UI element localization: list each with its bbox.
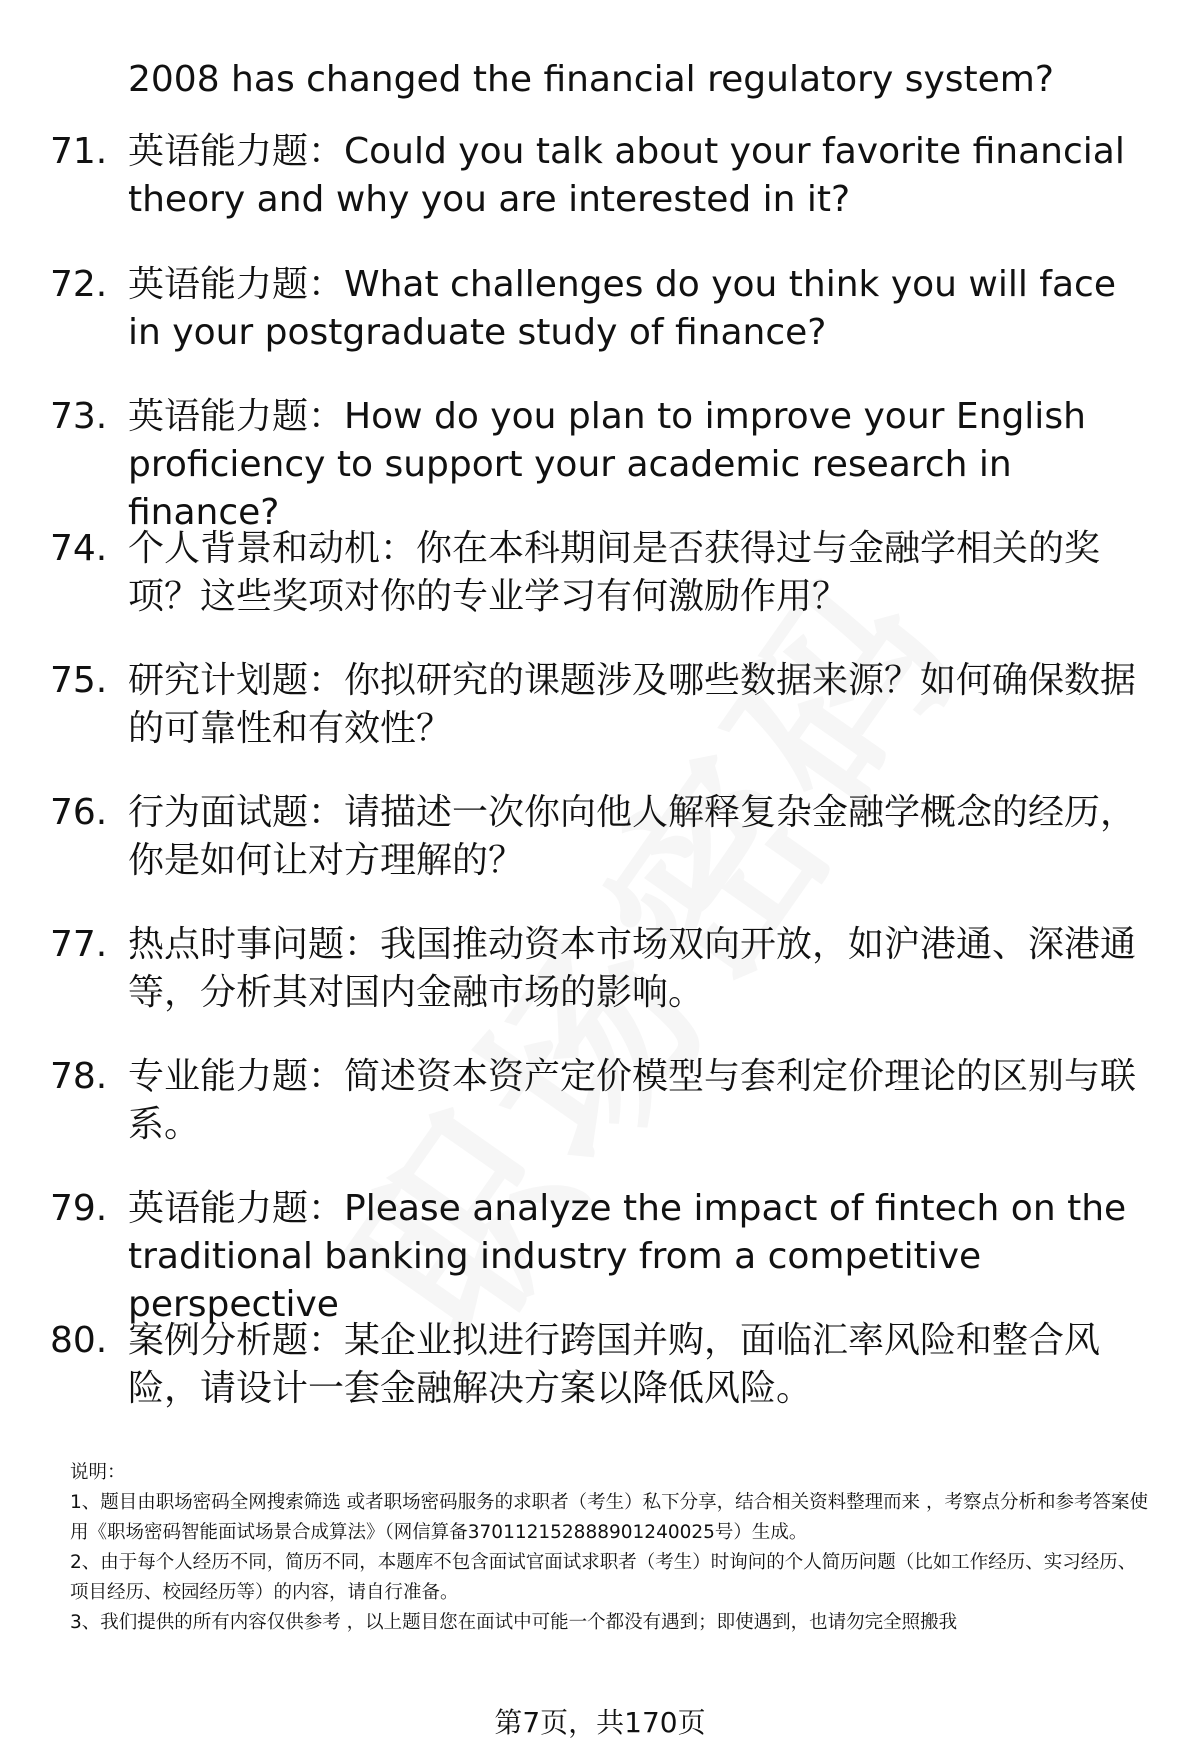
question-item	[50, 657, 1160, 753]
notes-heading: 说明：	[70, 1462, 126, 1483]
question-number: 79.	[50, 1188, 108, 1229]
question-item	[50, 128, 1160, 224]
question-number: 77.	[50, 924, 108, 965]
question-text: 英语能力题：How do you plan to improve your English proficiency to support your academic research in finance?	[128, 396, 1086, 533]
question-item	[50, 789, 1160, 885]
question-number: 75.	[50, 660, 108, 701]
question-item	[50, 393, 1160, 537]
note-item: 2、由于每个人经历不同，简历不同，本题库不包含面试官面试求职者（考生）时询问的个人简历问题（比如工作经历、实习经历、项目经历、校园经历等）的内容，请自行准备。	[70, 1552, 1137, 1603]
question-text: 行为面试题：请描述一次你向他人解释复杂金融学概念的经历，你是如何让对方理解的？	[128, 792, 1137, 881]
notes-section	[70, 1458, 1150, 1638]
question-item	[50, 921, 1160, 1017]
question-number: 76.	[50, 792, 108, 833]
question-text: 英语能力题：Could you talk about your favorite financial theory and why you are interested in it?	[128, 131, 1125, 220]
question-continuation: 2008 has changed the financial regulatory system?	[128, 59, 1054, 100]
question-item	[50, 525, 1160, 621]
question-text: 英语能力题：What challenges do you think you will face in your postgraduate study of finance?	[128, 264, 1116, 353]
question-text: 热点时事问题：我国推动资本市场双向开放，如沪港通、深港通等，分析其对国内金融市场的影响。	[128, 924, 1137, 1013]
question-text: 案例分析题：某企业拟进行跨国并购，面临汇率风险和整合风险，请设计一套金融解决方案以降低风险。	[128, 1320, 1101, 1409]
question-item	[50, 1053, 1160, 1149]
question-text: 专业能力题：简述资本资产定价模型与套利定价理论的区别与联系。	[128, 1056, 1137, 1145]
question-text: 英语能力题：Please analyze the impact of fintech on the traditional banking industry from a competitive perspective	[128, 1188, 1127, 1325]
question-number: 80.	[50, 1320, 108, 1361]
note-item: 3、我们提供的所有内容仅供参考 ，以上题目您在面试中可能一个都没有遇到；即使遇到，也请勿完全照搬我	[70, 1612, 958, 1633]
question-item	[50, 1317, 1160, 1413]
question-number: 71.	[50, 131, 108, 172]
question-number: 72.	[50, 264, 108, 305]
page-number: 第7页，共170页	[494, 1706, 706, 1739]
question-item	[50, 1185, 1160, 1329]
note-item: 1、题目由职场密码全网搜索筛选 或者职场密码服务的求职者（考生）私下分享，结合相关资料整理而来 ，考察点分析和参考答案使用《职场密码智能面试场景合成算法》（网信算备370112152888901240025号）生成。	[70, 1492, 1149, 1543]
question-text: 个人背景和动机：你在本科期间是否获得过与金融学相关的奖项？这些奖项对你的专业学习有何激励作用？	[128, 528, 1101, 617]
question-number: 74.	[50, 528, 108, 569]
question-number: 73.	[50, 396, 108, 437]
question-number: 78.	[50, 1056, 108, 1097]
question-text: 研究计划题：你拟研究的课题涉及哪些数据来源？如何确保数据的可靠性和有效性？	[128, 660, 1137, 749]
question-item	[50, 261, 1160, 357]
